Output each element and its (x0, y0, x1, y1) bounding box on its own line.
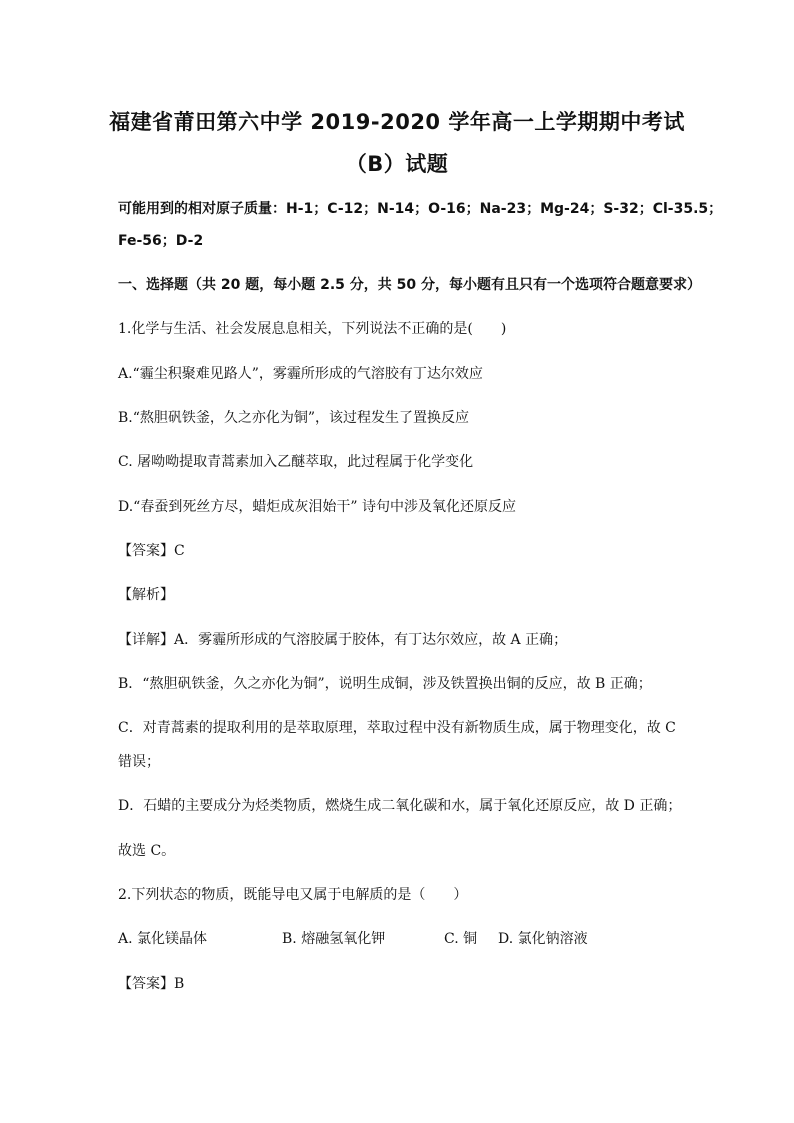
q1-stem: 1.化学与生活、社会发展息息相关，下列说法不正确的是( ) (118, 321, 507, 337)
q2-stem: 2.下列状态的物质，既能导电又属于电解质的是（ ） (118, 887, 468, 903)
document-title-line1: 福建省莆田第六中学 2019-2020 学年高一上学期期中考试 (109, 110, 685, 134)
q2-option-b: B. 熔融氢氧化钾 (282, 931, 386, 947)
q1-explanation-line: 【详解】A．雾霾所形成的气溶胶属于胶体，有丁达尔效应，故 A 正确； (118, 632, 568, 648)
atomic-mass-line1: 可能用到的相对原子质量：H-1；C-12；N-14；O-16；Na-23；Mg-24；S-32；Cl-35.5； (118, 201, 723, 217)
q1-option-b: B.“熬胆矾铁釜，久之亦化为铜”，该过程发生了置换反应 (118, 410, 470, 426)
q1-explanation-line: C．对青蒿素的提取利用的是萃取原理，萃取过程中没有新物质生成，属于物理变化，故 C (118, 720, 676, 736)
q2-answer: 【答案】B (118, 976, 185, 992)
document-title-line2: （B）试题 (345, 152, 449, 176)
q1-option-d: D.“春蚕到死丝方尽，蜡炬成灰泪始干” 诗句中涉及氧化还原反应 (118, 499, 516, 515)
atomic-mass-line2: Fe-56；D-2 (118, 233, 204, 249)
q2-option-c: C. 铜 (444, 931, 478, 947)
q2-option-d: D. 氯化钠溶液 (498, 931, 588, 947)
q1-explanation-line: 故选 C。 (118, 843, 176, 859)
q1-explanation-line: B．“熬胆矾铁釜，久之亦化为铜”，说明生成铜，涉及铁置换出铜的反应，故 B 正确； (118, 676, 652, 692)
q1-explanation-line: D．石蜡的主要成分为烃类物质，燃烧生成二氧化碳和水，属于氧化还原反应，故 D 正确； (118, 798, 682, 814)
q1-answer: 【答案】C (118, 543, 185, 559)
q1-option-c: C. 屠呦呦提取青蒿素加入乙醚萃取，此过程属于化学变化 (118, 454, 474, 470)
q2-option-a: A. 氯化镁晶体 (118, 931, 208, 947)
q1-analysis-label: 【解析】 (118, 587, 174, 603)
q2-options-row (118, 930, 688, 948)
q1-option-a: A.“霾尘积聚难见路人”，雾霾所形成的气溶胶有丁达尔效应 (118, 366, 483, 382)
q1-explanation-line: 错误； (118, 754, 160, 770)
section-heading: 一、选择题（共 20 题，每小题 2.5 分，共 50 分，每小题有且只有一个选项符合题意要求） (118, 277, 702, 293)
